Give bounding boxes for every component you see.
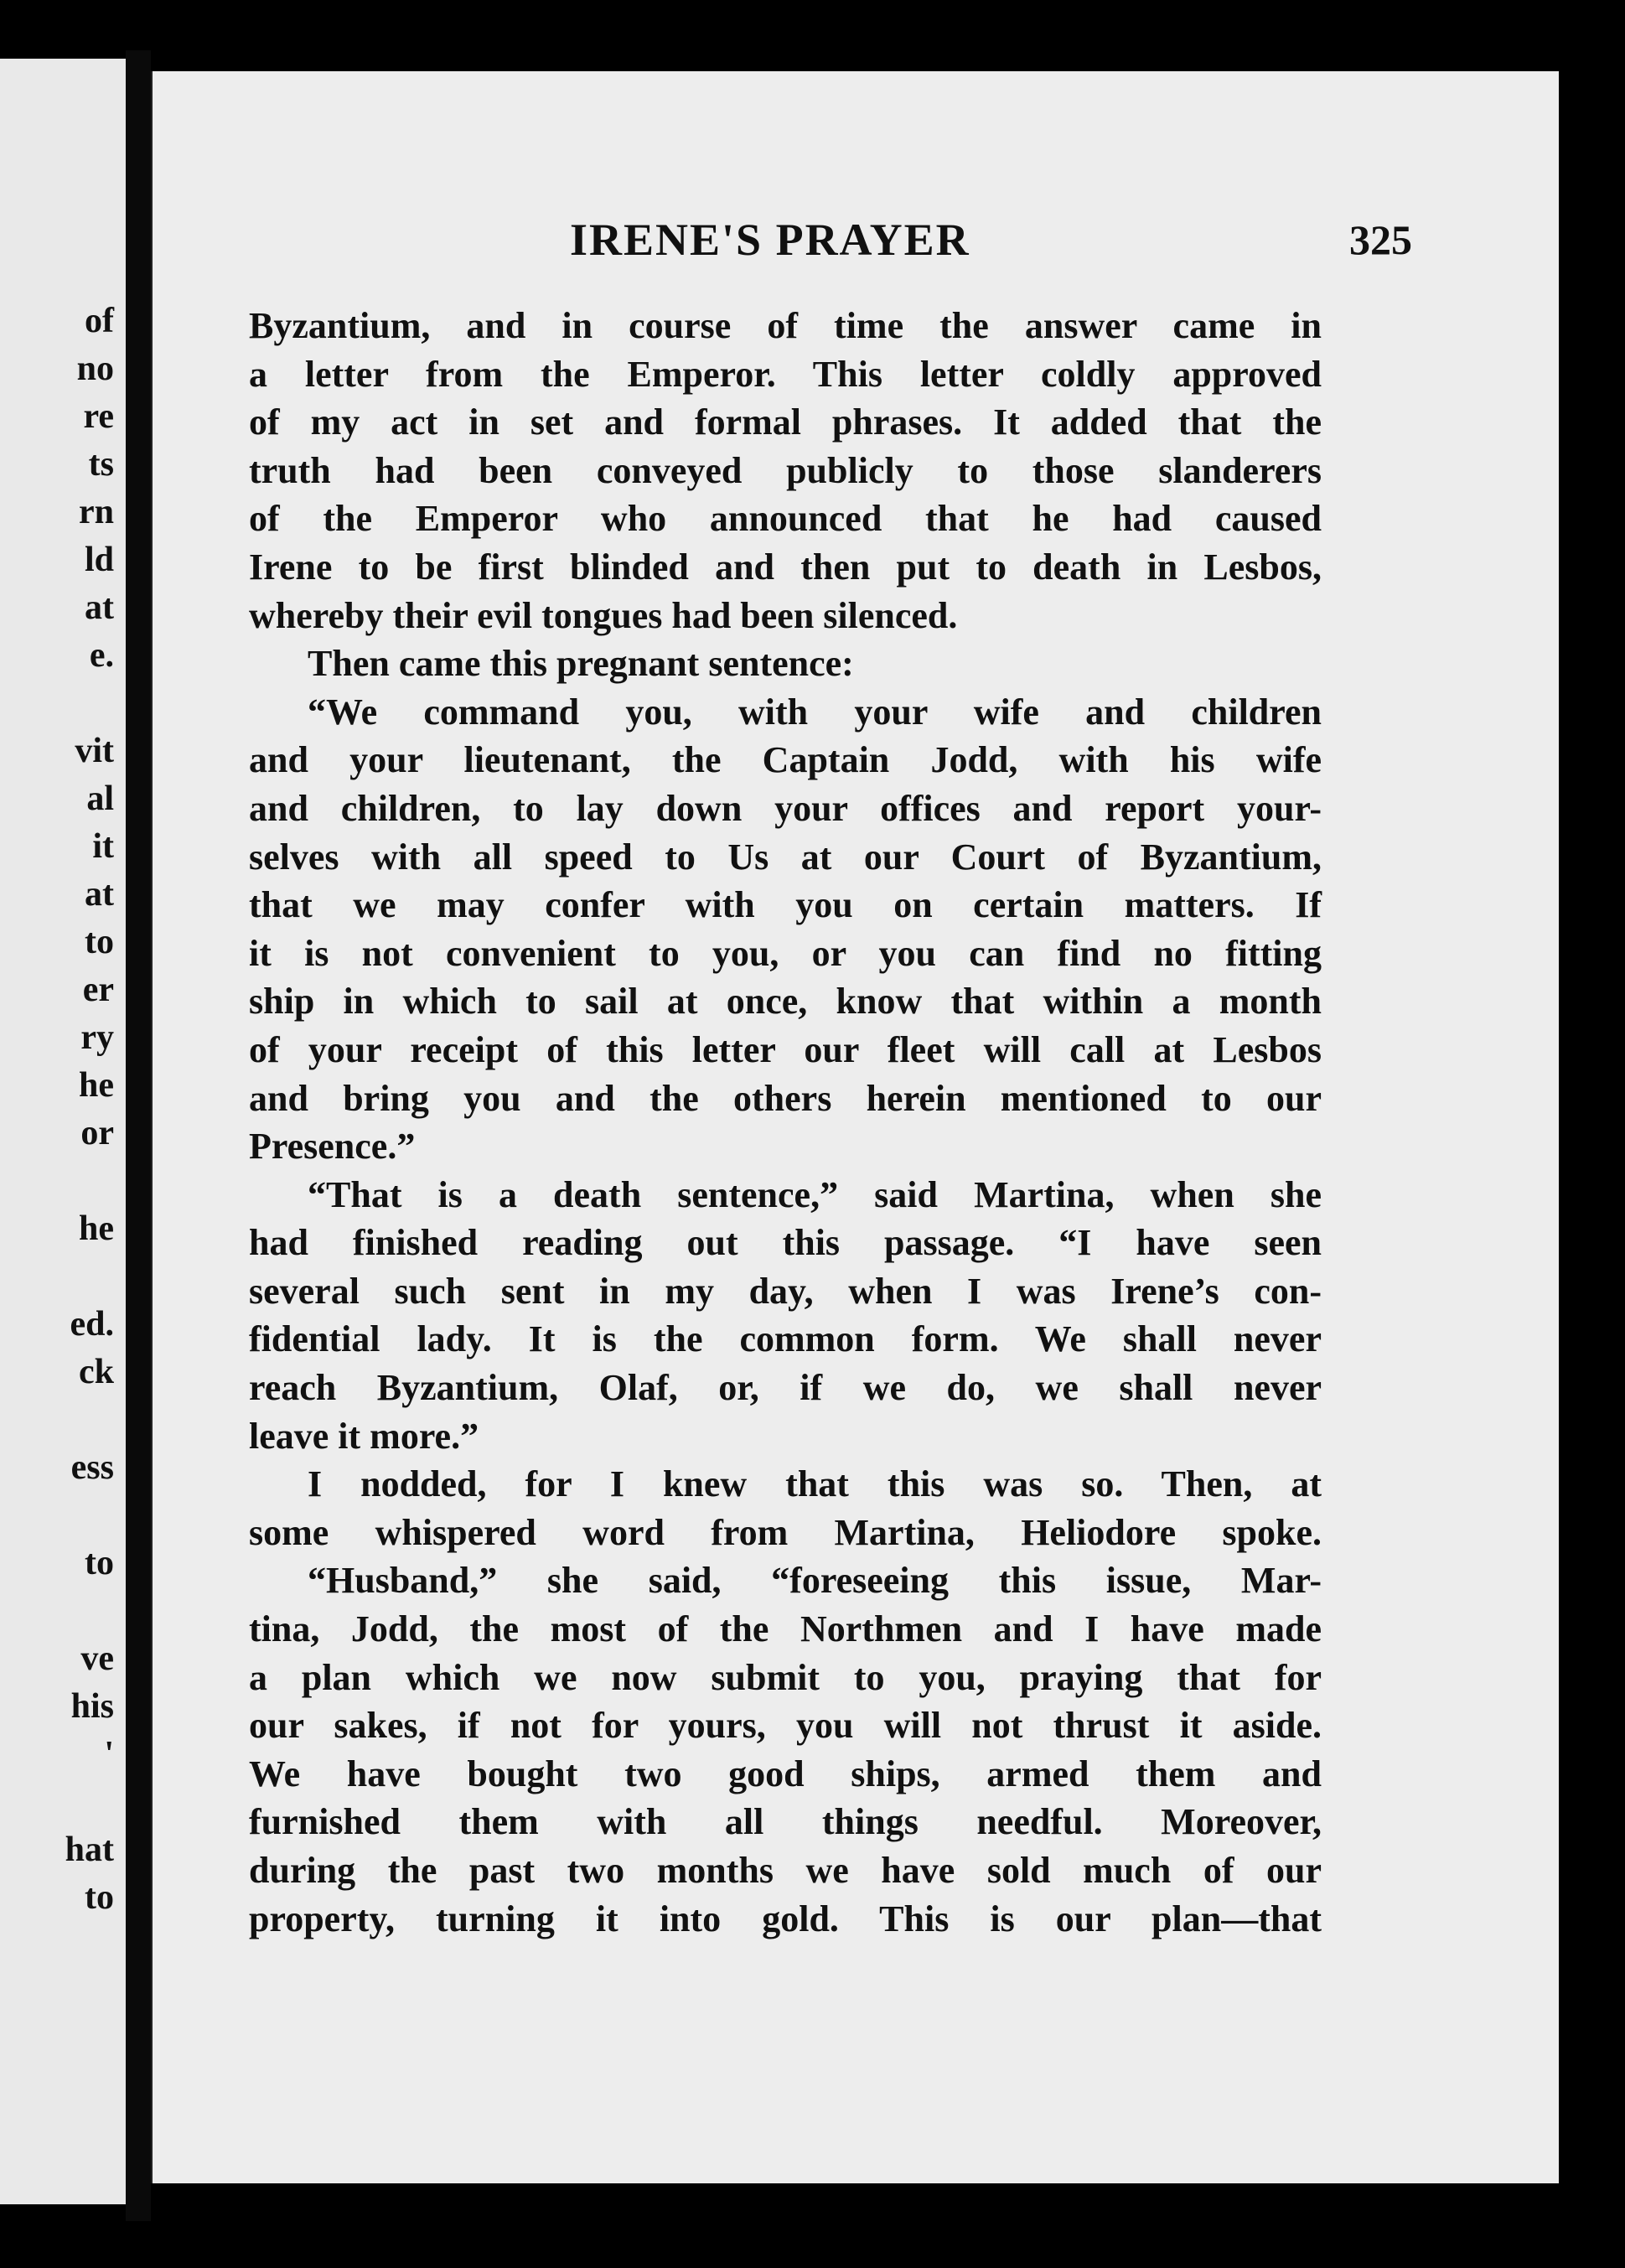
text-line: and children, to lay down your offices and report your- [249,787,1322,829]
book-page [151,71,1559,2183]
left-page-fragment: vit [75,732,114,770]
text-line: tina, Jodd, the most of the Northmen and I have made [249,1608,1322,1650]
text-line: whereby their evil tongues had been silenced. [249,594,958,636]
left-page-fragment: e. [89,636,114,675]
left-page-fragment: to [85,923,114,961]
text-line: Then came this pregnant sentence: [308,643,854,685]
text-line: “We command you, with your wife and children [308,691,1322,733]
text-line: a plan which we now submit to you, praying that for [249,1656,1322,1698]
text-line: of my act in set and formal phrases. It added that the [249,401,1322,443]
running-title: IRENE'S PRAYER [570,215,970,265]
left-page-fragment: no [76,350,114,388]
left-page-fragment: re [83,397,114,436]
left-page-fragment: rn [79,493,114,531]
text-line: during the past two months we have sold much of our [249,1850,1322,1891]
text-line: Presence.” [249,1126,416,1168]
left-page-fragment: he [79,1209,114,1248]
left-page-fragment: al [86,779,114,818]
left-page-fragment: ed. [70,1305,114,1344]
body-text [249,302,1322,1943]
left-page-fragment: to [85,1544,114,1582]
left-page-fragment: ess [70,1448,114,1487]
text-line: reach Byzantium, Olaf, or, if we do, we shall never [249,1367,1322,1409]
text-line: fidential lady. It is the common form. We shall never [249,1318,1322,1360]
text-line: truth had been conveyed publicly to those slanderers [249,449,1322,491]
running-header [151,214,1559,281]
text-line: and your lieutenant, the Captain Jodd, with his wife [249,739,1322,781]
text-line: of the Emperor who announced that he had caused [249,498,1322,540]
left-page-fragment: or [80,1114,114,1152]
left-page-fragment: of [85,302,114,340]
text-line: and bring you and the others herein mentioned to our [249,1077,1322,1119]
text-line: Byzantium, and in course of time the answer came in [249,305,1322,346]
text-line: “Husband,” she said, “foreseeing this issue, Mar- [308,1560,1322,1602]
text-line: a letter from the Emperor. This letter coldly approved [249,353,1322,395]
left-page-fragment: ck [79,1353,114,1391]
left-page-fragment: ry [80,1018,114,1057]
left-page-fragment: to [85,1878,114,1917]
left-page-fragment: ' [104,1735,114,1773]
text-line: furnished them with all things needful. Moreover, [249,1801,1322,1843]
left-page-fragment: at [85,875,114,914]
text-line: had finished reading out this passage. “I have seen [249,1222,1322,1264]
text-line: I nodded, for I knew that this was so. Then, at [308,1463,1322,1505]
text-line: that we may confer with you on certain matters. If [249,884,1322,926]
text-line: of your receipt of this letter our fleet will call at Lesbos [249,1028,1322,1070]
text-line: it is not convenient to you, or you can find no fitting [249,932,1322,974]
text-line: several such sent in my day, when I was Irene’s con- [249,1270,1322,1312]
text-line: some whispered word from Martina, Heliodore spoke. [249,1511,1322,1553]
left-page-fragment: he [79,1066,114,1105]
left-page-fragment: at [85,588,114,627]
text-line: selves with all speed to Us at our Court of Byzantium, [249,836,1322,878]
text-line: our sakes, if not for yours, you will not thrust it aside. [249,1705,1322,1747]
text-line: “That is a death sentence,” said Martina, when she [308,1173,1322,1215]
left-facing-page [0,59,126,2204]
book-gutter [126,50,151,2221]
page-number: 325 [1349,216,1412,263]
left-page-fragment: ld [84,541,114,579]
text-line: property, turning it into gold. This is our plan—that [249,1898,1322,1939]
text-line: ship in which to sail at once, know that within a month [249,981,1322,1023]
left-page-fragment: er [82,971,114,1009]
text-line: leave it more.” [249,1415,479,1457]
text-line: Irene to be first blinded and then put to death in Lesbos, [249,546,1322,588]
left-page-fragment: ve [80,1639,114,1678]
left-page-fragment: it [92,827,114,866]
left-page-fragment: hat [65,1830,114,1869]
text-line: We have bought two good ships, armed them and [249,1753,1322,1794]
left-page-fragment: ts [88,445,114,484]
left-page-fragment: his [70,1687,114,1726]
